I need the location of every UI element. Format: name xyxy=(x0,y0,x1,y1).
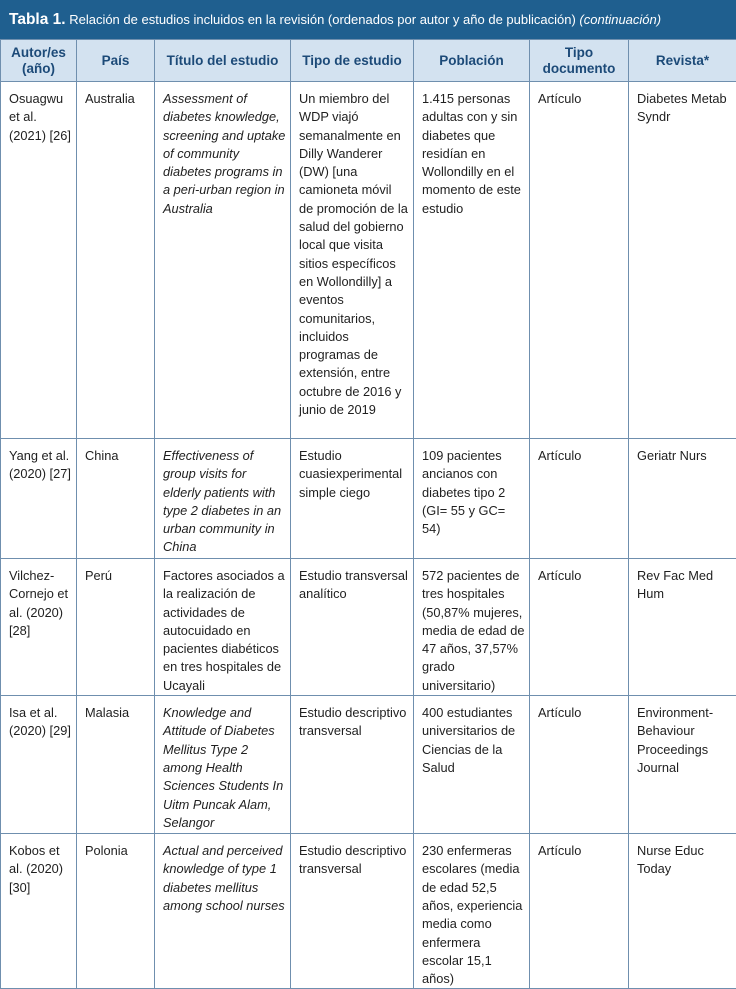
table-row xyxy=(1,559,736,696)
table-continued-note: (continuación) xyxy=(579,12,661,27)
cell-author: Osuagwu et al. (2021) [26] xyxy=(1,82,77,439)
header-row xyxy=(1,40,736,82)
studies-table xyxy=(0,39,736,989)
cell-journal: Environment-Behaviour Proceedings Journal xyxy=(629,696,736,834)
col-header-title: Título del estudio xyxy=(155,40,291,82)
table-row xyxy=(1,82,736,439)
cell-author: Vilchez-Cornejo et al. (2020) [28] xyxy=(1,559,77,696)
cell-study-type: Estudio cuasiexperimental simple ciego xyxy=(291,439,414,559)
cell-population: 109 pacientes ancianos con diabetes tipo 2 (GI= 55 y GC= 54) xyxy=(414,439,530,559)
cell-population: 1.415 personas adultas con y sin diabetes que residían en Wollondilly en el momento de este estudio xyxy=(414,82,530,439)
col-header-population: Población xyxy=(414,40,530,82)
cell-journal: Geriatr Nurs xyxy=(629,439,736,559)
table-caption xyxy=(0,0,736,39)
table-row xyxy=(1,439,736,559)
cell-document-type: Artículo xyxy=(530,82,629,439)
cell-study-type: Estudio descriptivo transversal xyxy=(291,696,414,834)
table-label: Tabla 1. xyxy=(9,11,66,28)
cell-study-type: Estudio transversal analítico xyxy=(291,559,414,696)
cell-author: Isa et al. (2020) [29] xyxy=(1,696,77,834)
cell-study-type: Un miembro del WDP viajó semanalmente en Dilly Wanderer (DW) [una camioneta móvil de promoción de la salud del gobierno local que visita sitios específicos en Wollondilly] a eventos comunitarios, incluidos programas de extensión, entre octubre de 2016 y junio de 2019 xyxy=(291,82,414,439)
cell-country: Malasia xyxy=(77,696,155,834)
cell-journal: Diabetes Metab Syndr xyxy=(629,82,736,439)
cell-document-type: Artículo xyxy=(530,559,629,696)
cell-journal: Nurse Educ Today xyxy=(629,834,736,989)
table-caption-text: Relación de estudios incluidos en la revisión (ordenados por autor y año de publicación) xyxy=(69,12,576,27)
cell-population: 400 estudiantes universitarios de Ciencias de la Salud xyxy=(414,696,530,834)
cell-title: Assessment of diabetes knowledge, screening and uptake of community diabetes programs in a peri-urban region in Australia xyxy=(155,82,291,439)
cell-journal: Rev Fac Med Hum xyxy=(629,559,736,696)
cell-document-type: Artículo xyxy=(530,439,629,559)
cell-country: China xyxy=(77,439,155,559)
cell-author: Kobos et al. (2020) [30] xyxy=(1,834,77,989)
cell-author: Yang et al. (2020) [27] xyxy=(1,439,77,559)
table-row xyxy=(1,834,736,989)
cell-title: Effectiveness of group visits for elderly patients with type 2 diabetes in an urban community in China xyxy=(155,439,291,559)
table-row xyxy=(1,696,736,834)
cell-country: Polonia xyxy=(77,834,155,989)
col-header-study-type: Tipo de estudio xyxy=(291,40,414,82)
cell-title: Factores asociados a la realización de actividades de autocuidado en pacientes diabéticos en tres hospitales de Ucayali xyxy=(155,559,291,696)
cell-population: 230 enfermeras escolares (media de edad 52,5 años, experiencia media como enfermera escolar 15,1 años) xyxy=(414,834,530,989)
cell-document-type: Artículo xyxy=(530,696,629,834)
col-header-author: Autor/es (año) xyxy=(1,40,77,82)
cell-title: Actual and perceived knowledge of type 1 diabetes mellitus among school nurses xyxy=(155,834,291,989)
cell-country: Australia xyxy=(77,82,155,439)
col-header-country: País xyxy=(77,40,155,82)
cell-country: Perú xyxy=(77,559,155,696)
col-header-document-type: Tipo documento xyxy=(530,40,629,82)
cell-title: Knowledge and Attitude of Diabetes Mellitus Type 2 among Health Sciences Students In Uitm Puncak Alam, Selangor xyxy=(155,696,291,834)
cell-population: 572 pacientes de tres hospitales (50,87% mujeres, media de edad de 47 años, 37,57% grado universitario) xyxy=(414,559,530,696)
cell-document-type: Artículo xyxy=(530,834,629,989)
cell-study-type: Estudio descriptivo transversal xyxy=(291,834,414,989)
col-header-journal: Revista* xyxy=(629,40,736,82)
